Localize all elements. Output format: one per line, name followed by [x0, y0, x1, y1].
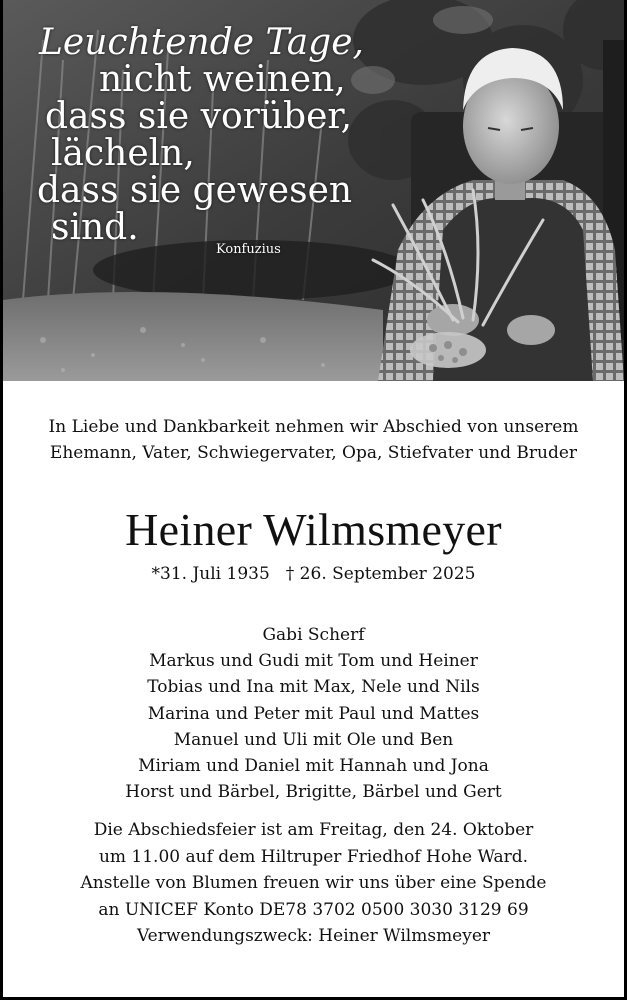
poem-line-6: sind. — [51, 207, 139, 248]
notice-line: Die Abschiedsfeier ist am Freitag, den 24. Oktober — [93, 820, 534, 841]
poem-line-4: lächeln, — [51, 133, 195, 174]
mourner-line: Miriam und Daniel mit Hannah und Jona — [138, 756, 489, 777]
service-notice — [3, 817, 624, 949]
poem-line-1: Leuchtende Tage, — [39, 22, 364, 63]
notice-line: an UNICEF Konto DE78 3702 0500 3030 3129 69 — [98, 899, 529, 920]
memorial-poem — [33, 22, 378, 257]
poem-line-2: nicht weinen, — [99, 59, 346, 100]
deceased-name: Heiner Wilmsmeyer — [125, 504, 502, 555]
mourner-line: Markus und Gudi mit Tom und Heiner — [149, 651, 478, 672]
portrait-photo — [3, 0, 624, 381]
poem-line-3: dass sie vorüber, — [45, 96, 353, 137]
mourner-line: Horst und Bärbel, Brigitte, Bärbel und Gert — [125, 782, 502, 803]
mourner-line: Tobias und Ina mit Max, Nele und Nils — [147, 677, 480, 698]
poem-line-5: dass sie gewesen — [37, 170, 353, 211]
mourner-line: Gabi Scherf — [262, 625, 365, 645]
mourner-line: Manuel und Uli mit Ole und Ben — [173, 729, 454, 750]
mourner-line: Marina und Peter mit Paul und Mattes — [147, 703, 480, 724]
notice-line: Verwendungszweck: Heiner Wilmsmeyer — [136, 926, 491, 947]
birth-date: *31. Juli 1935 — [151, 564, 270, 584]
notice-line: um 11.00 auf dem Hiltruper Friedhof Hohe Ward. — [98, 846, 529, 867]
farewell-intro — [3, 414, 624, 466]
death-date: † 26. September 2025 — [285, 564, 476, 584]
mourners-list — [3, 622, 624, 805]
intro-line: Ehemann, Vater, Schwiegervater, Opa, Stiefvater und Bruder — [49, 443, 578, 463]
notice-body — [3, 381, 624, 949]
life-dates — [3, 562, 624, 586]
intro-line: In Liebe und Dankbarkeit nehmen wir Abschied von unserem — [48, 417, 579, 437]
poem-author: Konfuzius — [216, 242, 281, 257]
notice-line: Anstelle von Blumen freuen wir uns über eine Spende — [80, 873, 547, 894]
